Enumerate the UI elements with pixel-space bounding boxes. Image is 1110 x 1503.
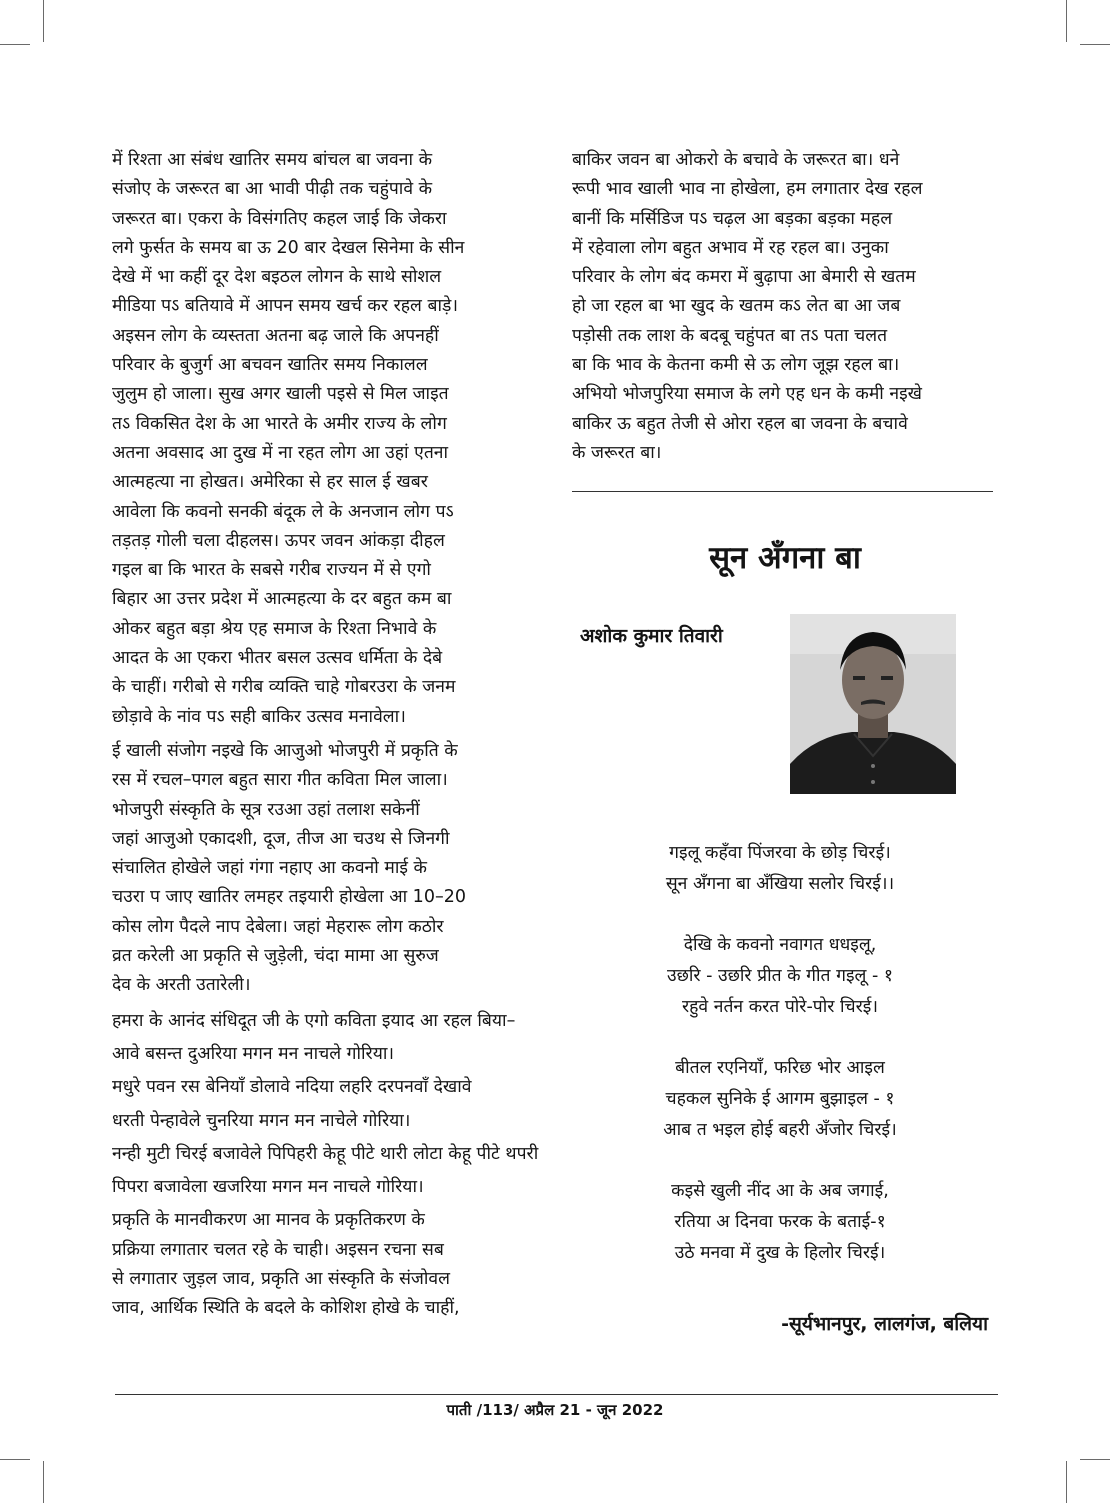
poem-stanza xyxy=(560,1176,1000,1269)
section-divider xyxy=(572,491,993,492)
poem-line: उछरि - उछरि प्रीत के गीत गइलू - १ xyxy=(667,966,893,986)
footer-divider xyxy=(115,1394,998,1395)
poem-line: बीतल रएनियाँ, फरिछ भोर आइल xyxy=(675,1058,885,1078)
text-line: संजोए के जरूरत बा आ भावी पीढ़ी तक चहुंपावे के xyxy=(112,179,433,200)
text-line: में रहेवाला लोग बहुत अभाव में रह रहल बा। उनुका xyxy=(572,237,889,258)
crop-mark xyxy=(43,0,44,42)
poem-line: रहुवे नर्तन करत पोरे-पोर चिरई। xyxy=(681,997,878,1017)
poem-stanza xyxy=(560,838,1000,900)
text-line: तऽ विकसित देश के आ भारते के अमीर राज्य के लोग xyxy=(112,413,447,434)
crop-mark xyxy=(1066,0,1067,42)
author-photo xyxy=(790,614,956,794)
text-line: भोजपुरी संस्कृति के सूत्र रउआ उहां तलाश सकेनीं xyxy=(112,799,420,820)
text-line: बानीं कि मर्सिडिज पऽ चढ़ल आ बड़का बड़का महल xyxy=(572,208,893,229)
text-line: प्रकृति के मानवीकरण आ मानव के प्रकृतिकरण के xyxy=(112,1210,425,1231)
text-line: गइल बा कि भारत के सबसे गरीब राज्यन में से एगो xyxy=(112,560,431,581)
paragraph-1 xyxy=(112,146,542,732)
author-place: -सूर्यभानपुर, लालगंज, बलिया xyxy=(781,1313,988,1335)
verse-line: पिपरा बजावेला खजरिया मगन मन नाचले गोरिया। xyxy=(112,1177,424,1198)
text-line: अतना अवसाद आ दुख में ना रहत लोग आ उहां एतना xyxy=(112,442,449,463)
text-line: लगे फुर्सत के समय बा ऊ 20 बार देखल सिनेमा के सीन xyxy=(112,237,465,258)
text-line: जाव, आर्थिक स्थिति के बदले के कोशिश होखे के चाहीं, xyxy=(112,1298,460,1319)
crop-mark xyxy=(43,1461,44,1503)
right-column xyxy=(572,146,998,468)
verse-line: आवे बसन्त दुअरिया मगन मन नाचले गोरिया। xyxy=(112,1043,395,1064)
text-line: ओकर बहुत बड़ा श्रेय एह समाज के रिश्ता निभावे के xyxy=(112,618,437,639)
text-line: परिवार के बुजुर्ग आ बचवन खातिर समय निकालल xyxy=(112,355,428,376)
poem-stanza xyxy=(560,930,1000,1023)
text-line: कोस लोग पैदले नाप देबेला। जहां मेहरारू लोग कठोर xyxy=(112,916,444,937)
poem-line: चहकल सुनिके ई आगम बुझाइल - १ xyxy=(665,1089,895,1109)
text-line: से लगातार जुड़ल जाव, प्रकृति आ संस्कृति के संजोवल xyxy=(112,1268,451,1289)
crop-mark xyxy=(1080,1459,1110,1460)
poem-author: अशोक कुमार तिवारी xyxy=(580,625,723,647)
verse-line: धरती पेन्हावेले चुनरिया मगन मन नाचेले गोरिया। xyxy=(112,1110,411,1131)
poem-stanza xyxy=(560,1053,1000,1146)
poem-body xyxy=(560,838,1000,1299)
text-line: आवेला कि कवनो सनकी बंदूक ले के अनजान लोग पऽ xyxy=(112,501,454,522)
text-line: अभियो भोजपुरिया समाज के लगे एह धन के कमी नइखे xyxy=(572,384,922,405)
intro-line: हमरा के आनंद संधिदूत जी के एगो कविता इयाद आ रहल बिया– xyxy=(112,1010,516,1031)
poem-line: रतिया अ दिनवा फरक के बताई-१ xyxy=(674,1212,886,1232)
poem-line: कइसे खुली नींद आ के अब जगाई, xyxy=(671,1181,889,1201)
text-line: रस में रचल–पगल बहुत सारा गीत कविता मिल जाला। xyxy=(112,770,448,791)
page-footer: पाती /113/ अप्रैल 21 - जून 2022 xyxy=(446,1401,664,1419)
crop-mark xyxy=(0,1459,30,1460)
text-line: जुलुम हो जाला। सुख अगर खाली पइसे से मिल जाइत xyxy=(112,384,449,405)
paragraph-3 xyxy=(112,1206,542,1323)
poem-line: गइलू कहँवा पिंजरवा के छोड़ चिरई। xyxy=(669,843,891,863)
paragraph-2 xyxy=(112,737,542,1001)
text-line: जहां आजुओ एकादशी, दूज, तीज आ चउथ से जिनगी xyxy=(112,828,450,849)
text-line: अइसन लोग के व्यस्तता अतना बढ़ जाले कि अपनहीं xyxy=(112,325,439,346)
poem-line: आब त भइल होई बहरी अँजोर चिरई। xyxy=(663,1120,897,1140)
text-line: प्रक्रिया लगातार चलत रहे के चाही। अइसन रचना सब xyxy=(112,1239,444,1260)
text-line: रूपी भाव खाली भाव ना होखेला, हम लगातार देख रहल xyxy=(572,179,923,200)
text-line: पड़ोसी तक लाश के बदबू चहुंपत बा तऽ पता चलत xyxy=(572,325,888,346)
text-line: बिहार आ उत्तर प्रदेश में आत्महत्या के दर बहुत कम बा xyxy=(112,589,452,610)
text-line: परिवार के लोग बंद कमरा में बुढ़ापा आ बेमारी से खतम xyxy=(572,267,916,288)
crop-mark xyxy=(0,44,30,45)
quoted-poem xyxy=(112,1007,542,1203)
text-line: मीडिया पऽ बतियावे में आपन समय खर्च कर रहल बाड़े। xyxy=(112,296,458,317)
text-line: बा कि भाव के केतना कमी से ऊ लोग जूझ रहल बा। xyxy=(572,355,900,376)
text-line: आत्महत्या ना होखत। अमेरिका से हर साल ई खबर xyxy=(112,472,428,493)
poem-title: सून अँगना बा xyxy=(709,540,861,576)
paragraph-right-1 xyxy=(572,146,998,468)
text-line: व्रत करेली आ प्रकृति से जुड़ेली, चंदा मामा आ सुरुज xyxy=(112,946,439,967)
left-column xyxy=(112,146,542,1324)
text-line: चउरा प जाए खातिर लमहर तइयारी होखेला आ 10–20 xyxy=(112,887,466,908)
crop-mark xyxy=(1066,1461,1067,1503)
crop-mark xyxy=(1080,44,1110,45)
text-line: संचालित होखेले जहां गंगा नहाए आ कवनो माई के xyxy=(112,858,427,879)
text-line: बाकिर जवन बा ओकरो के बचावे के जरूरत बा। धने xyxy=(572,150,900,170)
text-line: आदत के आ एकरा भीतर बसल उत्सव धर्मिता के देबे xyxy=(112,648,443,669)
text-line: तड़तड़ गोली चला दीहलस। ऊपर जवन आंकड़ा दीहल xyxy=(112,530,445,551)
text-line: के जरूरत बा। xyxy=(572,442,662,463)
text-line: के चाहीं। गरीबो से गरीब व्यक्ति चाहे गोबरउरा के जनम xyxy=(112,677,456,698)
verse-line: मधुरे पवन रस बेनियाँ डोलावे नदिया लहरि दरपनवाँ देखावे xyxy=(112,1077,472,1098)
verse-line: नन्ही मुटी चिरई बजावेले पिपिहरी केहू पीटे थारी लोटा केहू पीटे थपरी xyxy=(112,1143,539,1164)
text-line: देखे में भा कहीं दूर देश बइठल लोगन के साथे सोशल xyxy=(112,267,442,288)
text-line: ई खाली संजोग नइखे कि आजुओ भोजपुरी में प्रकृति के xyxy=(112,740,458,761)
text-line: में रिश्ता आ संबंध खातिर समय बांचल बा जवना के xyxy=(112,150,433,170)
text-line: जरूरत बा। एकरा के विसंगतिए कहल जाई कि जेकरा xyxy=(112,208,447,229)
text-line: छोड़ावे के नांव पऽ सही बाकिर उत्सव मनावेला। xyxy=(112,706,406,727)
poem-line: देखि के कवनो नवागत धधइलू, xyxy=(683,935,877,955)
poem-line: उठे मनवा में दुख के हिलोर चिरई। xyxy=(674,1243,886,1263)
poem-line: सून अँगना बा अँखिया सलोर चिरई।। xyxy=(665,874,895,894)
text-line: देव के अरती उतारेली। xyxy=(112,975,251,996)
text-line: बाकिर ऊ बहुत तेजी से ओरा रहल बा जवना के बचावे xyxy=(572,413,908,434)
text-line: हो जा रहल बा भा खुद के खतम कऽ लेत बा आ जब xyxy=(572,296,901,317)
